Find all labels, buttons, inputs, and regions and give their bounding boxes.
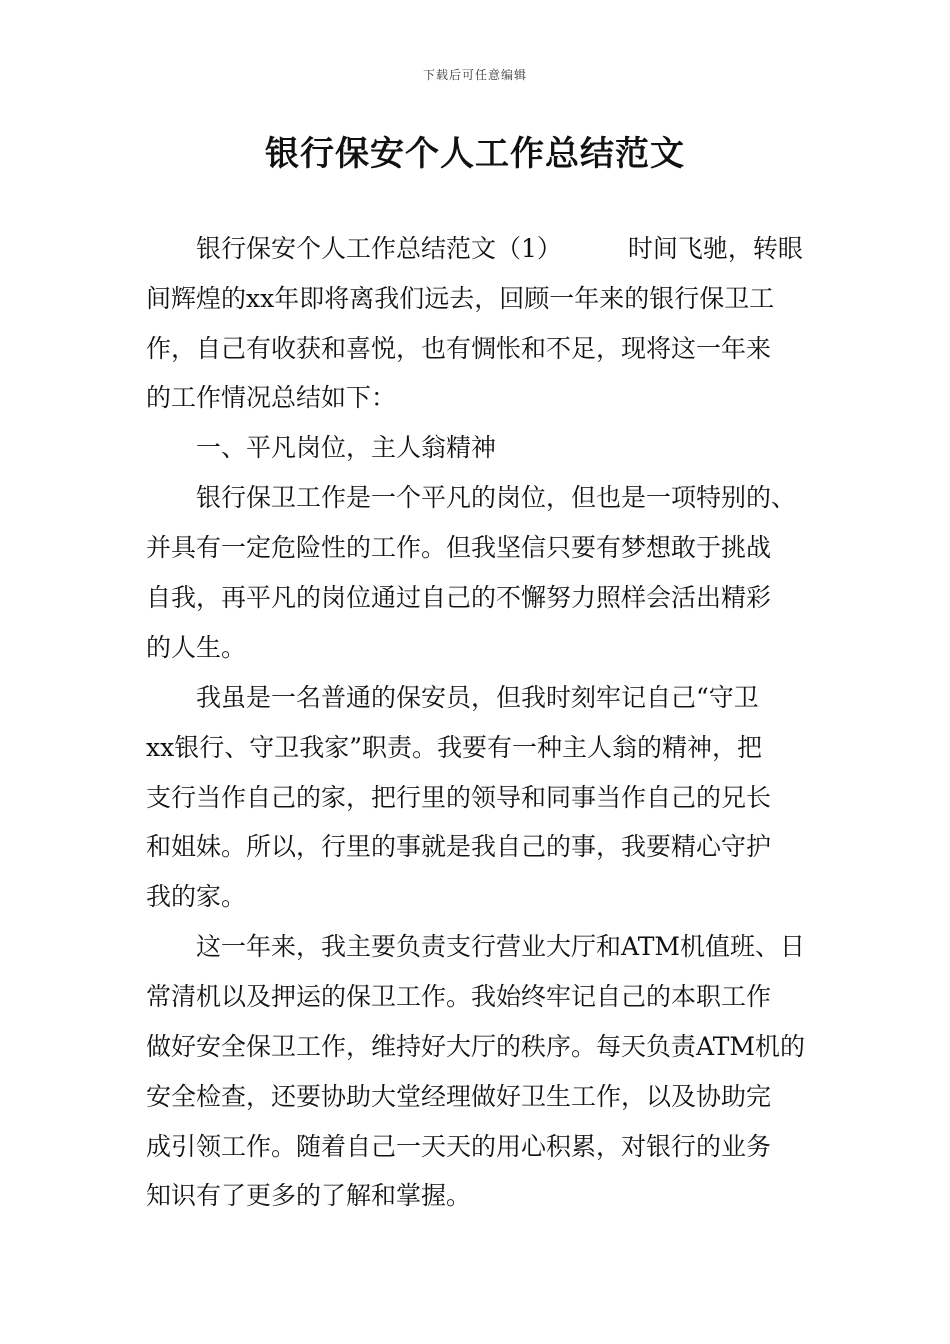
body-line: 的人生。: [146, 633, 247, 662]
header-note: 下载后可任意编辑: [422, 68, 527, 82]
body-line: 常清机以及押运的保卫工作。我始终牢记自己的本职工作: [146, 982, 772, 1011]
body-line: 和姐妹。所以，行里的事就是我自己的事，我要精心守护: [146, 832, 772, 861]
body-line: 知识有了更多的了解和掌握。: [146, 1181, 472, 1210]
body-line: 我的家。: [146, 882, 247, 911]
body-line: 成引领工作。随着自己一天天的用心积累，对银行的业务: [146, 1132, 772, 1161]
body-line: 银行保卫工作是一个平凡的岗位，但也是一项特别的、: [196, 483, 797, 512]
body-line: 自我，再平凡的岗位通过自己的不懈努力照样会活出精彩: [146, 583, 772, 612]
body-line: [196, 234, 803, 264]
body-line: 做好安全保卫工作，维持好大厅的秩序。每天负责ATM机的: [146, 1032, 805, 1061]
body-text: 时间飞驰，转眼: [627, 234, 803, 263]
body-line: 的工作情况总结如下：: [146, 383, 397, 412]
body-line: 并具有一定危险性的工作。但我坚信只要有梦想敢于挑战: [146, 533, 772, 562]
section-heading: 一、平凡岗位，主人翁精神: [196, 433, 497, 462]
body-line: xx银行、守卫我家”职责。我要有一种主人翁的精神，把: [146, 733, 762, 762]
body-line: 间辉煌的xx年即将离我们远去，回顾一年来的银行保卫工: [146, 284, 775, 313]
body-line: 作，自己有收获和喜悦，也有惆怅和不足，现将这一年来: [146, 334, 772, 363]
body-line: 安全检查，还要协助大堂经理做好卫生工作，以及协助完: [146, 1082, 772, 1111]
document-title: 银行保安个人工作总结范文: [265, 134, 685, 174]
body-line: 这一年来，我主要负责支行营业大厅和ATM机值班、日: [196, 932, 805, 961]
body-line: 支行当作自己的家，把行里的领导和同事当作自己的兄长: [146, 783, 772, 812]
body-line: 我虽是一名普通的保安员，但我时刻牢记自己“守卫: [196, 683, 759, 712]
subtitle-text: 银行保安个人工作总结范文（1）: [196, 234, 562, 263]
